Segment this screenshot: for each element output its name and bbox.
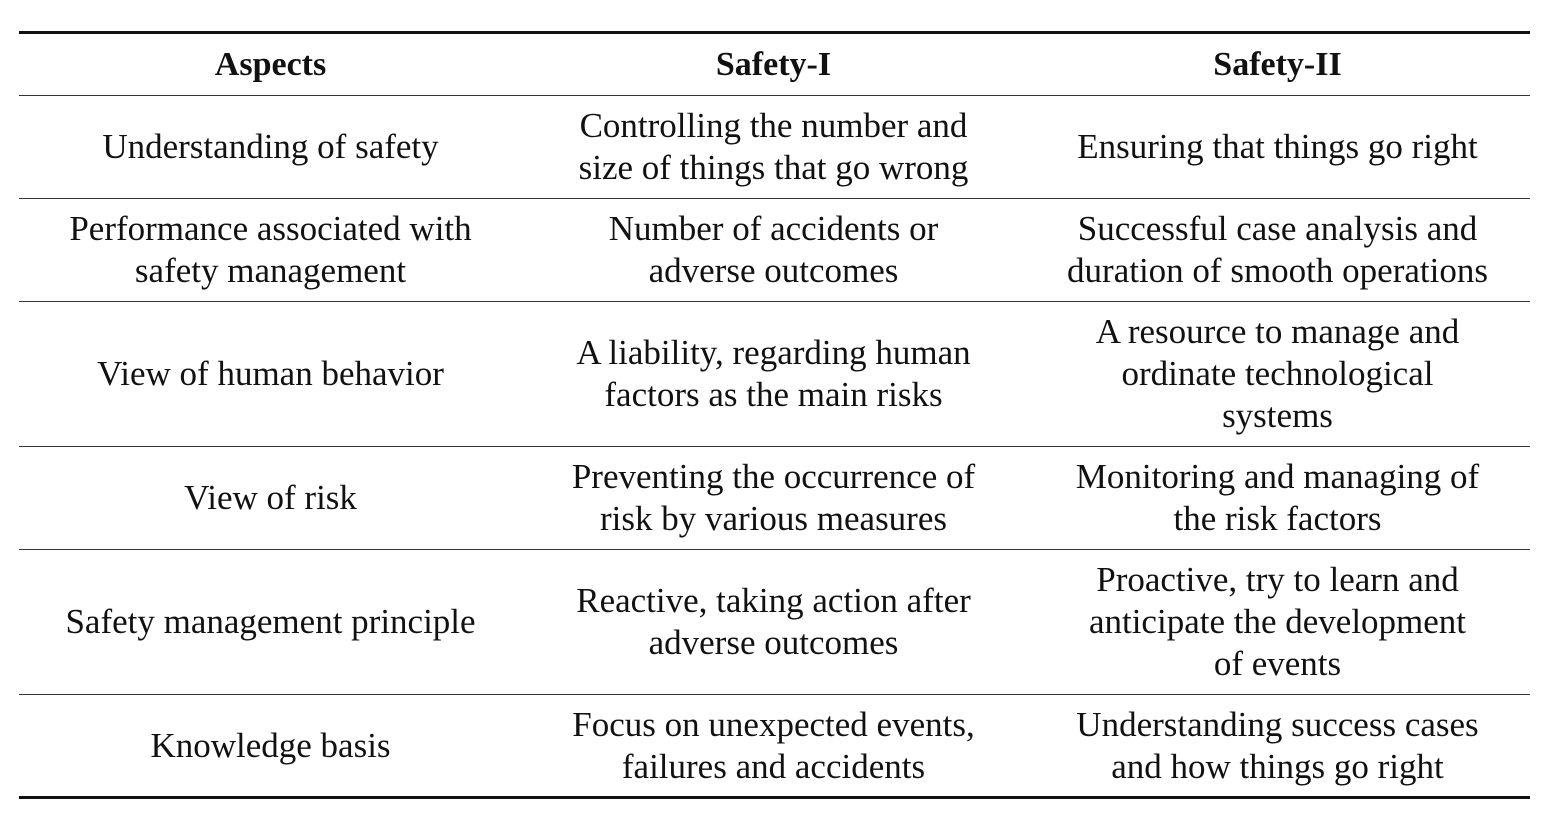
safety-ii-cell: Successful case analysis and duration of smooth operations: [1067, 209, 1488, 290]
aspect-cell: Performance associated with safety management: [69, 209, 472, 290]
table-row: [19, 695, 1530, 798]
table-row: [19, 447, 1530, 550]
safety-i-cell: Number of accidents or adverse outcomes: [608, 209, 939, 290]
aspect-cell: Understanding of safety: [102, 127, 439, 166]
safety-ii-cell: A resource to manage and ordinate technological systems: [1095, 312, 1460, 435]
table-row: [19, 199, 1530, 302]
safety-i-cell: Controlling the number and size of things that go wrong: [578, 106, 969, 187]
table-row: [19, 96, 1530, 199]
safety-ii-cell: Monitoring and managing of the risk factors: [1075, 457, 1480, 538]
table-row: [19, 550, 1530, 695]
safety-comparison-table: [19, 31, 1530, 799]
header-aspects: Aspects: [214, 45, 327, 83]
aspect-cell: View of risk: [184, 478, 357, 517]
safety-i-cell: Preventing the occurrence of risk by various measures: [571, 457, 976, 538]
aspect-cell: Safety management principle: [65, 602, 476, 641]
table-row: [19, 302, 1530, 447]
safety-i-cell: Focus on unexpected events, failures and accidents: [572, 704, 975, 786]
safety-ii-cell: Understanding success cases and how things go right: [1076, 704, 1479, 786]
header-safety-i: Safety-I: [715, 45, 832, 83]
table-header: [19, 33, 1530, 96]
safety-ii-cell: Ensuring that things go right: [1077, 127, 1478, 166]
table-body: [19, 96, 1530, 798]
comparison-table-container: [19, 31, 1530, 799]
safety-ii-cell: Proactive, try to learn and anticipate the development of events: [1088, 560, 1467, 683]
header-safety-ii: Safety-II: [1213, 45, 1342, 83]
aspect-cell: Knowledge basis: [150, 725, 391, 765]
safety-i-cell: A liability, regarding human factors as the main risks: [576, 333, 971, 414]
header-row: [19, 33, 1530, 96]
aspect-cell: View of human behavior: [97, 354, 444, 393]
safety-i-cell: Reactive, taking action after adverse outcomes: [576, 581, 971, 662]
